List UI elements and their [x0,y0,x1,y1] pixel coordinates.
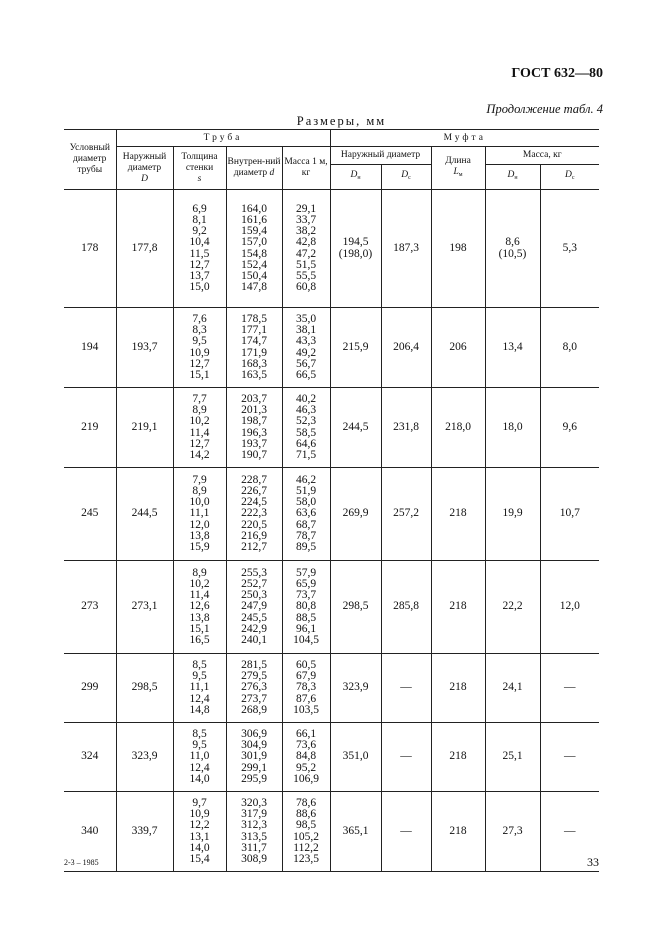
cell-dn: 194,5 (198,0) [330,190,381,308]
cell-dn: 351,0 [330,723,381,792]
table-row [64,190,599,308]
cell-d: 306,9 304,9 301,9 299,1 295,9 [226,723,282,792]
header-dn: $D_н$ [330,165,381,190]
cell-D: 339,7 [116,792,173,872]
cell-s: 7,6 8,3 9,5 10,9 12,7 15,1 [173,308,226,388]
standard-number: ГОСТ 632—80 [511,66,603,81]
table-continuation-note: Продолжение табл. 4 [486,102,603,116]
cell-mc: 5,3 [540,190,599,308]
cell-lm: 206 [431,308,485,388]
cell-nominal: 219 [64,388,116,468]
cell-dn: 269,9 [330,468,381,561]
header-group-pipe: Труба [116,130,330,147]
header-coupling-mass: Масса, кг [485,147,599,165]
cell-mn: 27,3 [485,792,540,872]
cell-mc: 10,7 [540,468,599,561]
cell-nominal: 324 [64,723,116,792]
header-group-coupling: Муфта [330,130,599,147]
table-row [64,468,599,561]
print-code: 2-3 – 1985 [64,858,99,867]
cell-D: 323,9 [116,723,173,792]
cell-D: 177,8 [116,190,173,308]
cell-lm: 198 [431,190,485,308]
cell-D: 273,1 [116,561,173,654]
table-row [64,792,599,872]
cell-dc: 231,8 [381,388,431,468]
table-row [64,388,599,468]
cell-m: 35,0 38,1 43,3 49,2 56,7 66,5 [282,308,330,388]
cell-mn: 18,0 [485,388,540,468]
sizes-caption: Размеры, мм [296,114,387,128]
cell-lm: 218 [431,792,485,872]
header-inner-diameter: Внутрен-ний диаметр d [226,147,282,190]
cell-mc: 8,0 [540,308,599,388]
cell-mn: 24,1 [485,654,540,723]
cell-mc: 12,0 [540,561,599,654]
cell-nominal: 273 [64,561,116,654]
cell-dn: 244,5 [330,388,381,468]
pipe-dimensions-table [64,129,599,872]
cell-dc: — [381,792,431,872]
cell-d: 255,3 252,7 250,3 247,9 245,5 242,9 240,1 [226,561,282,654]
cell-s: 8,5 9,5 11,0 12,4 14,0 [173,723,226,792]
cell-lm: 218 [431,654,485,723]
cell-nominal: 245 [64,468,116,561]
header-mass-per-meter: Масса 1 м, кг [282,147,330,190]
cell-lm: 218 [431,561,485,654]
cell-m: 66,1 73,6 84,8 95,2 106,9 [282,723,330,792]
cell-mc: — [540,654,599,723]
cell-dn: 298,5 [330,561,381,654]
cell-dc: — [381,654,431,723]
header-coupling-length: Длина $L_м$ [431,147,485,190]
cell-dc: — [381,723,431,792]
table-row [64,561,599,654]
cell-dc: 206,4 [381,308,431,388]
cell-dn: 365,1 [330,792,381,872]
cell-mc: — [540,792,599,872]
cell-D: 298,5 [116,654,173,723]
table-row [64,308,599,388]
cell-s: 6,9 8,1 9,2 10,4 11,5 12,7 13,7 15,0 [173,190,226,308]
cell-d: 228,7 226,7 224,5 222,3 220,5 216,9 212,7 [226,468,282,561]
cell-m: 78,6 88,6 98,5 105,2 112,2 123,5 [282,792,330,872]
cell-dn: 215,9 [330,308,381,388]
cell-D: 193,7 [116,308,173,388]
cell-s: 8,5 9,5 11,1 12,4 14,8 [173,654,226,723]
cell-lm: 218 [431,468,485,561]
cell-mn: 22,2 [485,561,540,654]
cell-lm: 218,0 [431,388,485,468]
cell-D: 244,5 [116,468,173,561]
header-coupling-outer-diameter: Наружный диаметр [330,147,431,165]
cell-mn: 13,4 [485,308,540,388]
header-mass-dn: $D_н$ [485,165,540,190]
cell-d: 178,5 177,1 174,7 171,9 168,3 163,5 [226,308,282,388]
cell-D: 219,1 [116,388,173,468]
cell-mc: 9,6 [540,388,599,468]
cell-s: 8,9 10,2 11,4 12,6 13,8 15,1 16,5 [173,561,226,654]
table-row [64,723,599,792]
header-mass-dc: $D_с$ [540,165,599,190]
page-number: 33 [587,855,599,869]
cell-s: 7,9 8,9 10,0 11,1 12,0 13,8 15,9 [173,468,226,561]
cell-dc: 187,3 [381,190,431,308]
cell-mn: 8,6 (10,5) [485,190,540,308]
cell-dn: 323,9 [330,654,381,723]
cell-dc: 285,8 [381,561,431,654]
table-row [64,654,599,723]
cell-d: 281,5 279,5 276,3 273,7 268,9 [226,654,282,723]
cell-nominal: 340 [64,792,116,872]
cell-m: 40,2 46,3 52,3 58,5 64,6 71,5 [282,388,330,468]
header-nominal-diameter: Условный диаметр трубы [64,130,116,190]
cell-nominal: 178 [64,190,116,308]
cell-s: 7,7 8,9 10,2 11,4 12,7 14,2 [173,388,226,468]
cell-s: 9,7 10,9 12,2 13,1 14,0 15,4 [173,792,226,872]
cell-d: 320,3 317,9 312,3 313,5 311,7 308,9 [226,792,282,872]
cell-d: 203,7 201,3 198,7 196,3 193,7 190,7 [226,388,282,468]
cell-mn: 25,1 [485,723,540,792]
header-wall-thickness: Толщина стенки s [173,147,226,190]
cell-m: 60,5 67,9 78,3 87,6 103,5 [282,654,330,723]
cell-m: 57,9 65,9 73,7 80,8 88,5 96,1 104,5 [282,561,330,654]
cell-m: 46,2 51,9 58,0 63,6 68,7 78,7 89,5 [282,468,330,561]
header-dc: $D_с$ [381,165,431,190]
cell-nominal: 299 [64,654,116,723]
cell-nominal: 194 [64,308,116,388]
cell-mc: — [540,723,599,792]
header-outer-diameter: Наружный диаметр D [116,147,173,190]
cell-dc: 257,2 [381,468,431,561]
cell-lm: 218 [431,723,485,792]
cell-mn: 19,9 [485,468,540,561]
cell-m: 29,1 33,7 38,2 42,8 47,2 51,5 55,5 60,8 [282,190,330,308]
cell-d: 164,0 161,6 159,4 157,0 154,8 152,4 150,4 147,8 [226,190,282,308]
